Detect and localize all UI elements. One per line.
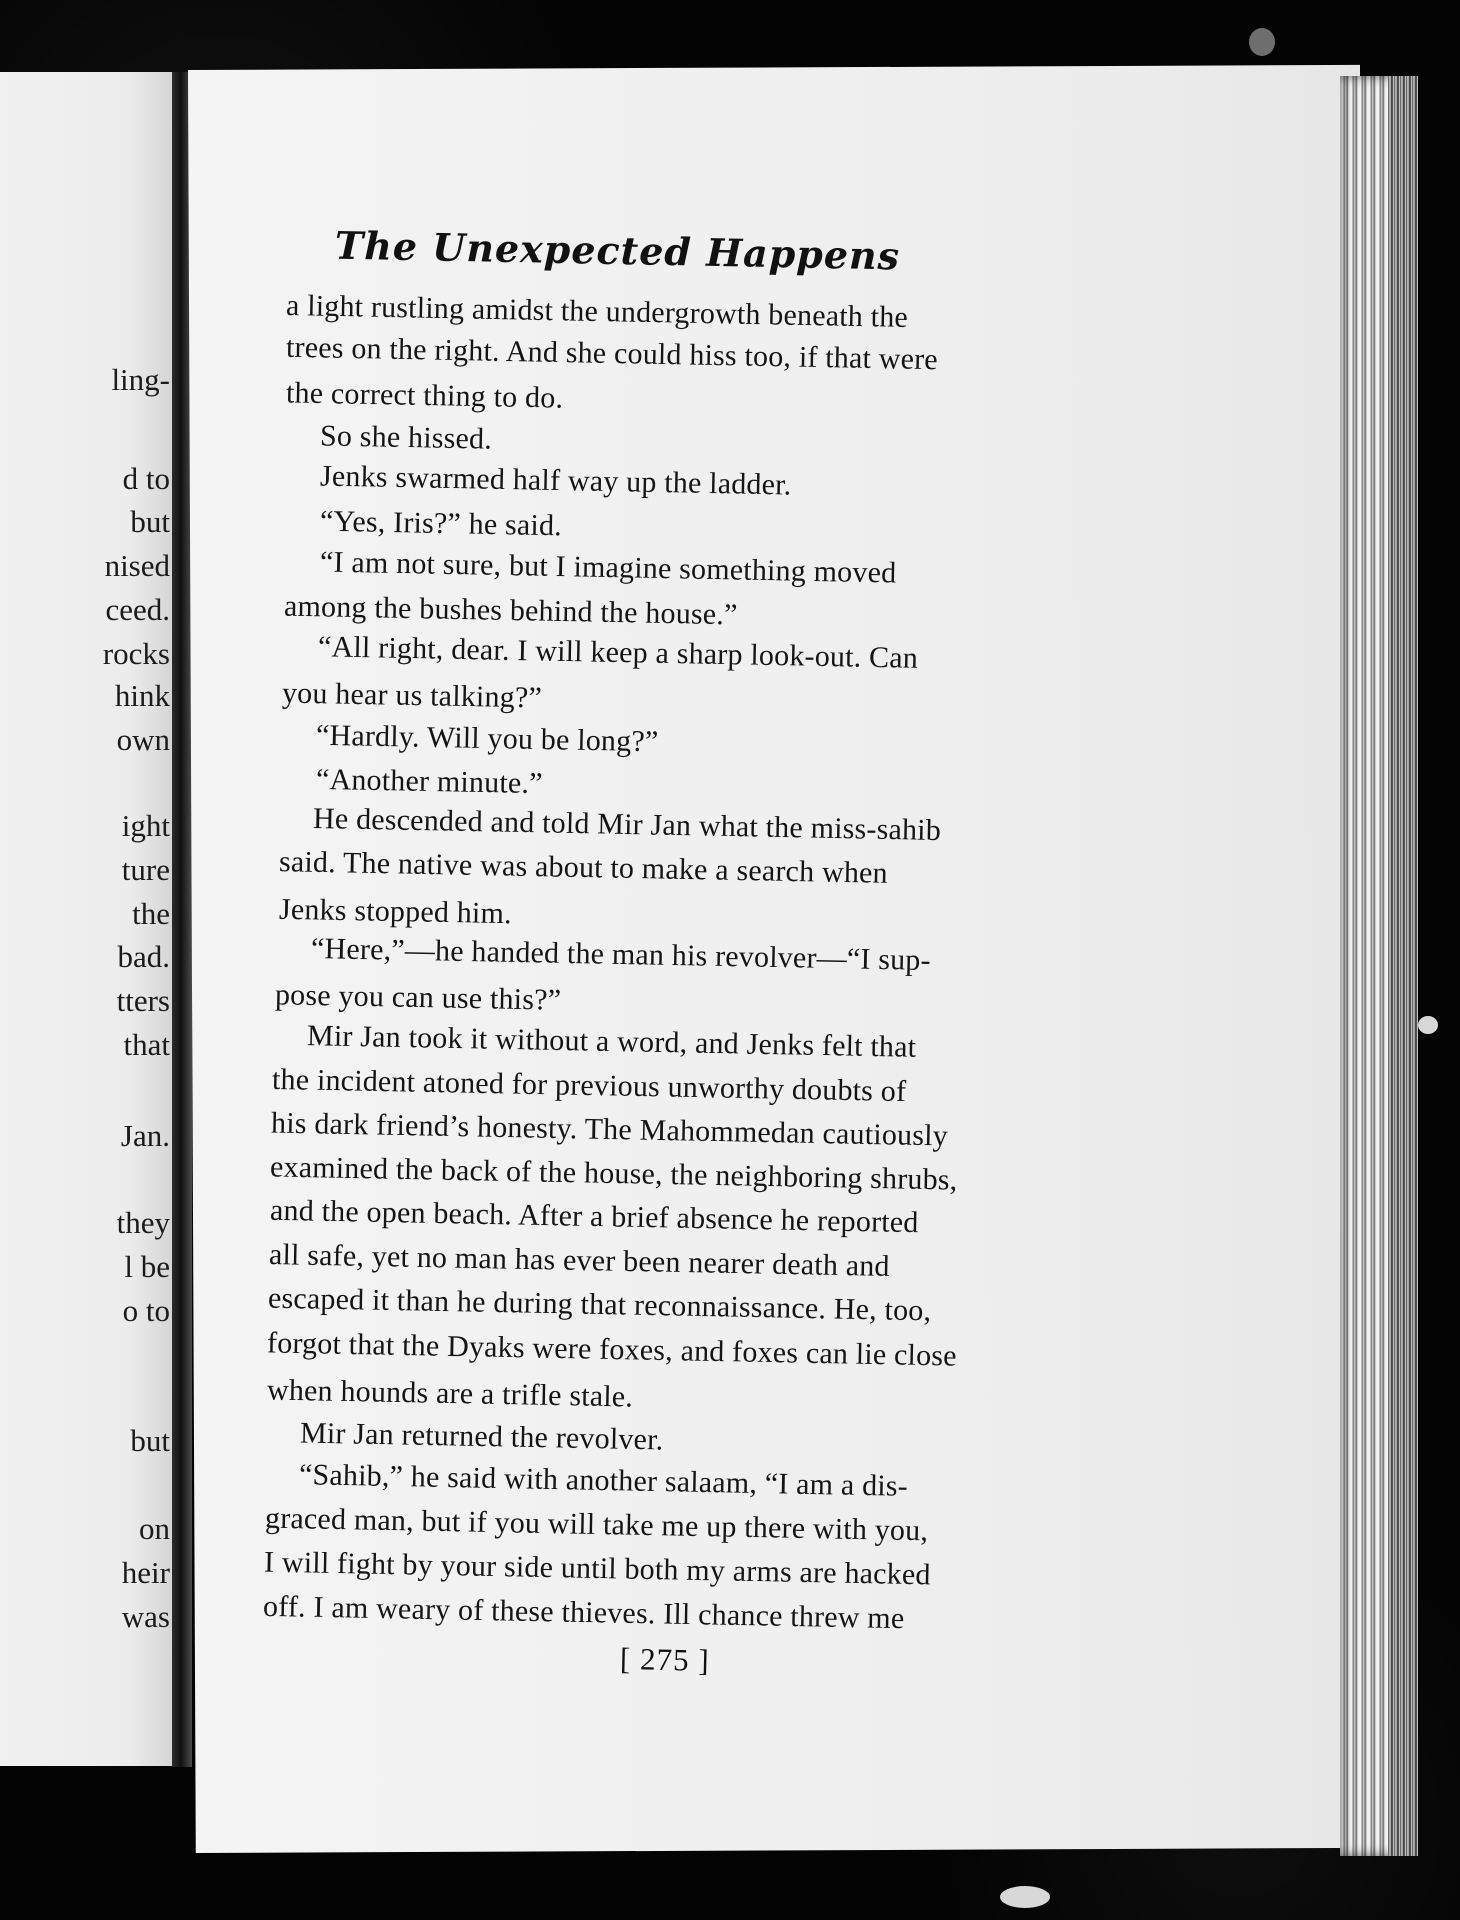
body-text-line: “Another minute.” [315,762,543,801]
body-text-line: among the bushes behind the house.” [283,589,738,632]
left-text-line: rocks [102,636,170,671]
left-text-line: was [121,1599,170,1634]
dust-mark [1000,1886,1050,1908]
body-text-line: his dark friend’s honesty. The Mahommedan cautiously [270,1106,949,1153]
left-text-line: ceed. [105,592,170,627]
left-text-line: hink [114,678,170,713]
left-text-line: bad. [117,939,170,974]
body-text-line: He descended and told Mir Jan what the miss-sahib [312,801,942,848]
left-text-line: nised [104,548,170,583]
body-text-line: “All right, dear. I will keep a sharp look-out. Can [317,630,919,675]
body-text-line: “Here,”—he handed the man his revolver—“I sup- [310,932,932,977]
body-text-line: I will fight by your side until both my arms are hacked [263,1545,931,1592]
body-text-line: the correct thing to do. [285,376,564,415]
body-text-line: “Hardly. Will you be long?” [315,718,659,759]
left-text-line: ight [121,808,170,843]
left-text-line: tters [116,983,170,1018]
body-text-line: when hounds are a trifle stale. [266,1373,634,1414]
left-text-line: l be [124,1249,170,1284]
left-text-line: heir [121,1555,170,1590]
page-stack-edge [1340,76,1418,1856]
left-text-line: but [130,504,170,539]
left-text-line: they [116,1205,170,1240]
body-text-line: said. The native was about to make a search when [278,845,889,890]
body-text-line: “I am not sure, but I imagine something moved [319,545,897,590]
running-head: The Unexpected Happens [334,222,901,279]
left-page-fragment [0,72,180,1766]
body-text-line: Jenks swarmed half way up the ladder. [319,459,792,502]
body-text-line: pose you can use this?” [274,978,562,1017]
body-text-line: all safe, yet no man has ever been nearer death and [268,1238,891,1283]
body-text-line: escaped it than he during that reconnaissance. He, too, [267,1281,932,1328]
left-text-line: the [132,896,170,931]
body-text-line: a light rustling amidst the undergrowth beneath the [285,289,909,334]
body-text-line: you hear us talking?” [281,676,543,715]
left-text-line: that [123,1027,170,1062]
dust-mark [1249,28,1275,56]
body-text-line: Mir Jan returned the revolver. [299,1416,664,1457]
left-text-line: but [130,1423,170,1458]
left-text-line: ture [121,852,170,887]
body-text-line: Jenks stopped him. [278,892,513,931]
left-text-line: d to [122,461,170,496]
body-text-line: forgot that the Dyaks were foxes, and foxes can lie close [266,1326,958,1373]
left-text-line: o to [122,1293,170,1328]
body-text-line: off. I am weary of these thieves. Ill chance threw me [262,1589,905,1636]
body-text-line: “Yes, Iris?” he said. [319,504,563,543]
page-number: [ 275 ] [619,1640,711,1679]
body-text-line: “Sahib,” he said with another salaam, “I am a dis- [298,1458,909,1503]
body-text-line: trees on the right. And she could hiss too, if that were [285,330,939,377]
body-text-line: the incident atoned for previous unworthy doubts of [271,1062,907,1109]
left-text-line: Jan. [120,1118,170,1153]
body-text-line: graced man, but if you will take me up there with you, [264,1501,929,1548]
dust-mark [1418,1016,1438,1034]
body-text-line: Mir Jan took it without a word, and Jenks felt that [306,1019,917,1064]
left-text-line: own [116,722,170,757]
left-text-line: on [139,1511,170,1546]
left-text-line: ling- [111,362,170,397]
body-text-line: and the open beach. After a brief absence he reported [269,1193,919,1240]
body-text-line: examined the back of the house, the neighboring shrubs, [269,1150,958,1197]
body-text-line: So she hissed. [319,419,493,456]
